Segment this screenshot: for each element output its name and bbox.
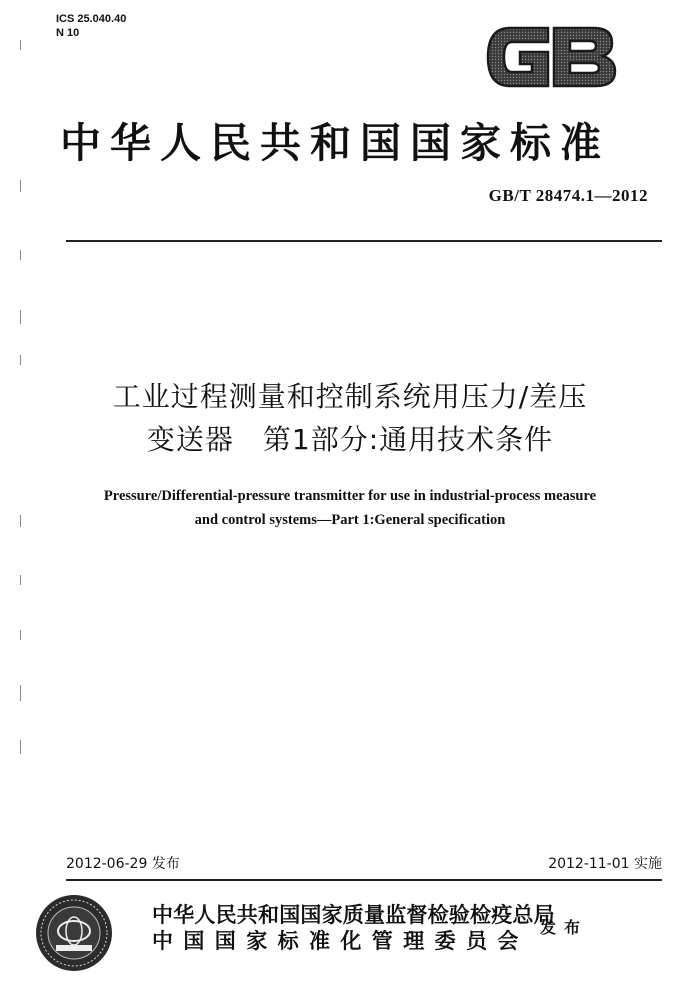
binding-mark bbox=[20, 40, 21, 50]
standard-category-title: 中华人民共和国国家标准 bbox=[60, 119, 610, 167]
binding-mark bbox=[20, 250, 21, 260]
bottom-divider bbox=[66, 879, 662, 881]
publish-label: 发布 bbox=[540, 918, 589, 937]
implementation-date: 2012-11-01 实施 bbox=[548, 856, 662, 872]
binding-mark bbox=[20, 515, 21, 527]
issue-date: 2012-06-29 发布 bbox=[66, 856, 180, 872]
binding-mark bbox=[20, 575, 21, 585]
chinese-title-line-2: 变送器 第1部分:通用技术条件 bbox=[146, 423, 554, 456]
gb-logo-icon bbox=[482, 22, 620, 92]
issuer-aqsiq: 中华人民共和国国家质量监督检验检疫总局 bbox=[152, 902, 555, 927]
issuer-sac: 中国国家标准化管理委员会 bbox=[152, 928, 529, 953]
official-seal-icon bbox=[34, 893, 114, 973]
top-divider bbox=[66, 240, 662, 242]
binding-mark bbox=[20, 180, 21, 192]
binding-mark bbox=[20, 355, 21, 365]
binding-mark bbox=[20, 310, 21, 324]
binding-mark bbox=[20, 740, 21, 754]
standard-number: GB/T 28474.1—2012 bbox=[488, 186, 648, 205]
english-title-line-2: and control systems—Part 1:General specification bbox=[194, 512, 506, 528]
ics-code: ICS 25.040.40 bbox=[56, 13, 127, 25]
binding-mark bbox=[20, 630, 21, 640]
english-title-line-1: Pressure/Differential-pressure transmitter for use in industrial-process measure bbox=[103, 488, 597, 504]
binding-mark bbox=[20, 685, 21, 701]
chinese-title-line-1: 工业过程测量和控制系统用压力/差压 bbox=[112, 380, 588, 413]
ccs-code: N 10 bbox=[56, 27, 80, 39]
classification-codes bbox=[56, 12, 126, 40]
